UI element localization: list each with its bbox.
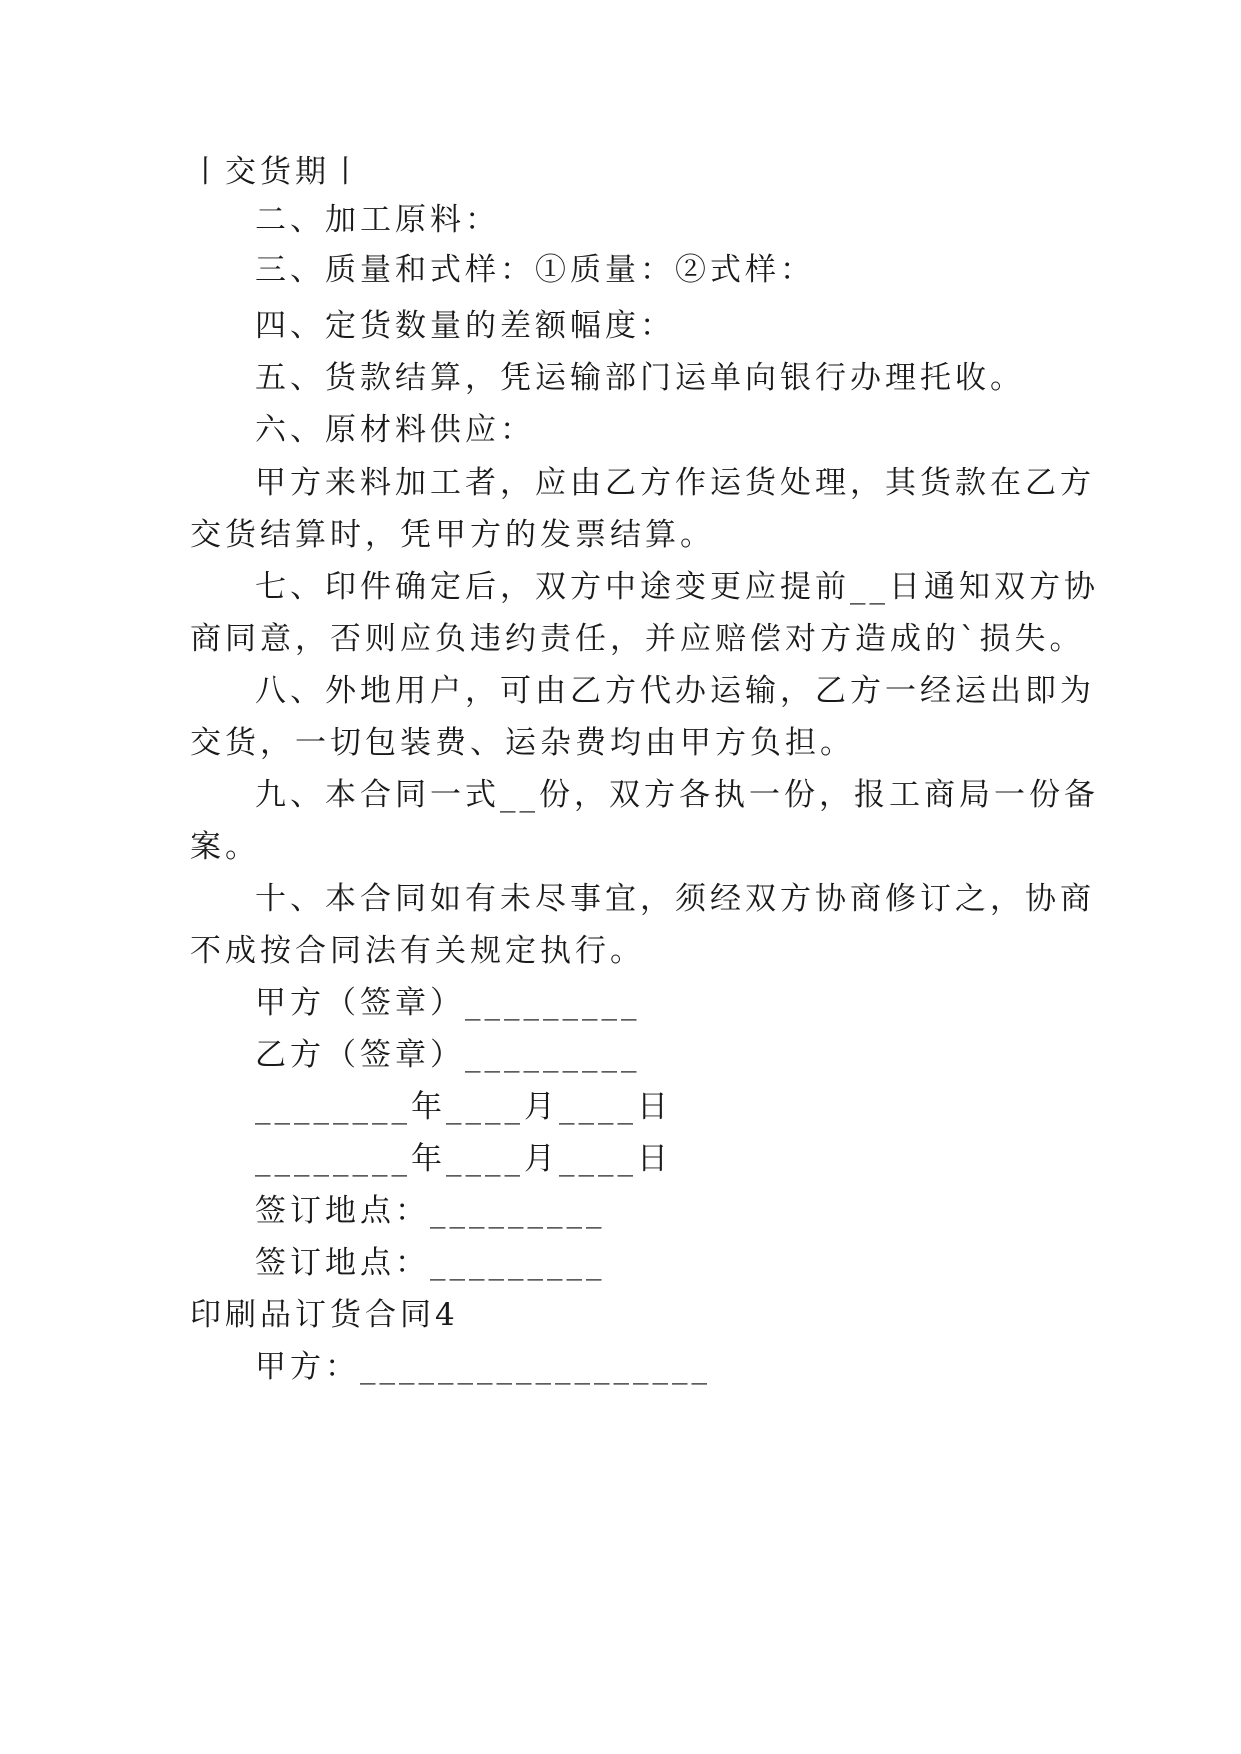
clause-5: 五、货款结算，凭运输部门运单向银行办理托收。 xyxy=(255,360,1025,396)
clause-9-line-1: 九、本合同一式__份，双方各执一份，报工商局一份备 xyxy=(255,777,1099,813)
clause-7-line-1: 七、印件确定后，双方中途变更应提前__日通知双方协 xyxy=(255,569,1099,605)
clause-10-line-1: 十、本合同如有未尽事宜，须经双方协商修订之，协商 xyxy=(255,881,1095,917)
party-a-signature: 甲方（签章）_________ xyxy=(255,985,641,1021)
clause-6-body-line-1: 甲方来料加工者，应由乙方作运货处理，其货款在乙方 xyxy=(255,465,1095,501)
clause-10-line-2: 不成按合同法有关规定执行。 xyxy=(190,933,645,969)
heading-delivery-period: 丨交货期丨 xyxy=(190,154,365,190)
clause-4: 四、定货数量的差额幅度： xyxy=(255,308,675,344)
signing-place-2: 签订地点：_________ xyxy=(255,1245,606,1281)
clause-6-body-line-2: 交货结算时，凭甲方的发票结算。 xyxy=(190,517,715,553)
clause-3: 三、质量和式样：①质量：②式样： xyxy=(255,252,815,288)
date-line-2: ________年____月____日 xyxy=(255,1141,672,1177)
signing-place-1: 签订地点：_________ xyxy=(255,1193,606,1229)
section-title-contract-4: 印刷品订货合同4 xyxy=(190,1297,459,1333)
party-a-field: 甲方：__________________ xyxy=(255,1349,711,1385)
party-b-signature: 乙方（签章）_________ xyxy=(255,1037,641,1073)
clause-2: 二、加工原料： xyxy=(255,202,500,238)
date-line-1: ________年____月____日 xyxy=(255,1089,672,1125)
clause-6: 六、原材料供应： xyxy=(255,412,535,448)
clause-9-line-2: 案。 xyxy=(190,829,260,865)
clause-7-line-2: 商同意，否则应负违约责任，并应赔偿对方造成的`损失。 xyxy=(190,621,1085,657)
clause-8-line-1: 八、外地用户，可由乙方代办运输，乙方一经运出即为 xyxy=(255,673,1095,709)
clause-8-line-2: 交货，一切包装费、运杂费均由甲方负担。 xyxy=(190,725,855,761)
